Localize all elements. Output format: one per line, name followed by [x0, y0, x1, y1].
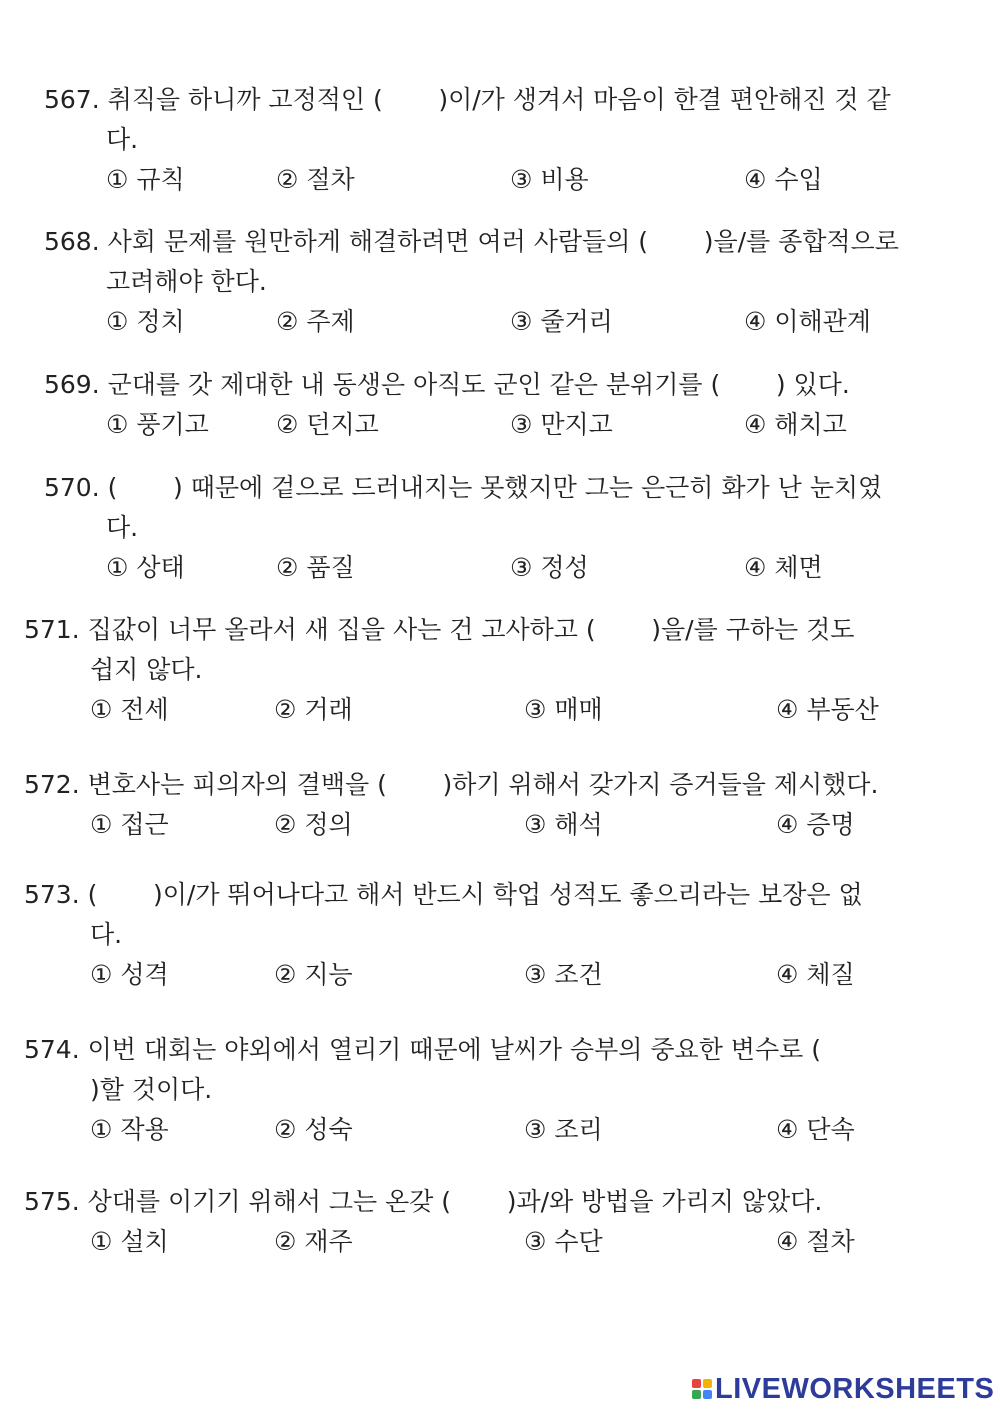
- question-575: [24, 1182, 984, 1262]
- choice-2[interactable]: ② 거래: [274, 695, 353, 724]
- choice-3[interactable]: ③ 조건: [524, 960, 603, 989]
- brand-name: LIVEWORKSHEETS: [715, 1373, 995, 1405]
- choice-3[interactable]: ③ 매매: [524, 695, 603, 724]
- choice-3[interactable]: ③ 수단: [524, 1227, 603, 1256]
- question-text: 군대를 갓 제대한 내 동생은 아직도 군인 같은 분위기를 ( ) 있다.: [107, 370, 850, 399]
- choice-4[interactable]: ④ 체질: [776, 960, 855, 989]
- choice-1[interactable]: ① 풍기고: [106, 410, 209, 439]
- question-text: 취직을 하니까 고정적인 ( )이/가 생겨서 마음이 한결 편안해진 것 같: [107, 85, 891, 114]
- question-569: [44, 365, 944, 445]
- question-text-continued: 다.: [106, 125, 139, 154]
- choice-2[interactable]: ② 품질: [276, 553, 355, 582]
- logo-square: [703, 1390, 712, 1399]
- choice-1[interactable]: ① 설치: [90, 1227, 169, 1256]
- question-text: 상대를 이기기 위해서 그는 온갖 ( )과/와 방법을 가리지 않았다.: [87, 1187, 823, 1216]
- question-572: [24, 765, 984, 845]
- question-text-continued: 고려해야 한다.: [106, 267, 267, 296]
- question-text-continued: 쉽지 않다.: [90, 655, 203, 684]
- choice-2[interactable]: ② 던지고: [276, 410, 379, 439]
- answer-choices: [24, 1222, 984, 1262]
- answer-choices: [44, 405, 944, 445]
- question-570: [44, 468, 944, 588]
- question-text: 사회 문제를 원만하게 해결하려면 여러 사람들의 ( )을/를 종합적으로: [107, 227, 899, 256]
- question-number: 575.: [24, 1187, 80, 1216]
- choice-1[interactable]: ① 전세: [90, 695, 169, 724]
- logo-square: [703, 1379, 712, 1388]
- choice-1[interactable]: ① 규칙: [106, 165, 185, 194]
- answer-choices: [44, 302, 944, 342]
- question-574: [24, 1030, 984, 1150]
- question-text: 이번 대회는 야외에서 열리기 때문에 날씨가 승부의 중요한 변수로 (: [87, 1035, 821, 1064]
- choice-4[interactable]: ④ 이해관계: [744, 307, 871, 336]
- question-567: [44, 80, 944, 200]
- answer-choices: [24, 805, 984, 845]
- question-text: ( ) 때문에 겉으로 드러내지는 못했지만 그는 은근히 화가 난 눈치였: [107, 473, 883, 502]
- choice-2[interactable]: ② 성숙: [274, 1115, 353, 1144]
- answer-choices: [44, 548, 944, 588]
- choice-3[interactable]: ③ 조리: [524, 1115, 603, 1144]
- question-number: 574.: [24, 1035, 80, 1064]
- question-number: 568.: [44, 227, 100, 256]
- choice-3[interactable]: ③ 해석: [524, 810, 603, 839]
- question-text-continued: 다.: [90, 920, 123, 949]
- choice-1[interactable]: ① 상태: [106, 553, 185, 582]
- choice-4[interactable]: ④ 증명: [776, 810, 855, 839]
- question-text-continued: )할 것이다.: [90, 1075, 213, 1104]
- question-text: 집값이 너무 올라서 새 집을 사는 건 고사하고 ( )을/를 구하는 것도: [87, 615, 855, 644]
- choice-4[interactable]: ④ 절차: [776, 1227, 855, 1256]
- choice-1[interactable]: ① 접근: [90, 810, 169, 839]
- question-number: 573.: [24, 880, 80, 909]
- choice-1[interactable]: ① 성격: [90, 960, 169, 989]
- logo-square: [692, 1379, 701, 1388]
- question-number: 572.: [24, 770, 80, 799]
- answer-choices: [24, 690, 984, 730]
- choice-2[interactable]: ② 재주: [274, 1227, 353, 1256]
- logo-square: [692, 1390, 701, 1399]
- choice-2[interactable]: ② 주제: [276, 307, 355, 336]
- question-number: 567.: [44, 85, 100, 114]
- choice-3[interactable]: ③ 줄거리: [510, 307, 613, 336]
- answer-choices: [44, 160, 944, 200]
- question-573: [24, 875, 984, 995]
- choice-2[interactable]: ② 정의: [274, 810, 353, 839]
- choice-2[interactable]: ② 지능: [274, 960, 353, 989]
- choice-4[interactable]: ④ 체면: [744, 553, 823, 582]
- answer-choices: [24, 1110, 984, 1150]
- choice-3[interactable]: ③ 비용: [510, 165, 589, 194]
- choice-4[interactable]: ④ 부동산: [776, 695, 879, 724]
- question-568: [44, 222, 944, 342]
- choice-3[interactable]: ③ 정성: [510, 553, 589, 582]
- question-number: 569.: [44, 370, 100, 399]
- question-text: ( )이/가 뛰어나다고 해서 반드시 학업 성적도 좋으리라는 보장은 없: [87, 880, 863, 909]
- choice-4[interactable]: ④ 단속: [776, 1115, 855, 1144]
- question-number: 570.: [44, 473, 100, 502]
- choice-2[interactable]: ② 절차: [276, 165, 355, 194]
- question-571: [24, 610, 984, 730]
- question-text: 변호사는 피의자의 결백을 ( )하기 위해서 갖가지 증거들을 제시했다.: [87, 770, 879, 799]
- choice-3[interactable]: ③ 만지고: [510, 410, 613, 439]
- question-number: 571.: [24, 615, 80, 644]
- question-text-continued: 다.: [106, 513, 139, 542]
- liveworksheets-logo-icon: [692, 1379, 712, 1399]
- choice-4[interactable]: ④ 수입: [744, 165, 823, 194]
- liveworksheets-brand[interactable]: [692, 1375, 994, 1403]
- choice-1[interactable]: ① 작용: [90, 1115, 169, 1144]
- choice-1[interactable]: ① 정치: [106, 307, 185, 336]
- choice-4[interactable]: ④ 해치고: [744, 410, 847, 439]
- answer-choices: [24, 955, 984, 995]
